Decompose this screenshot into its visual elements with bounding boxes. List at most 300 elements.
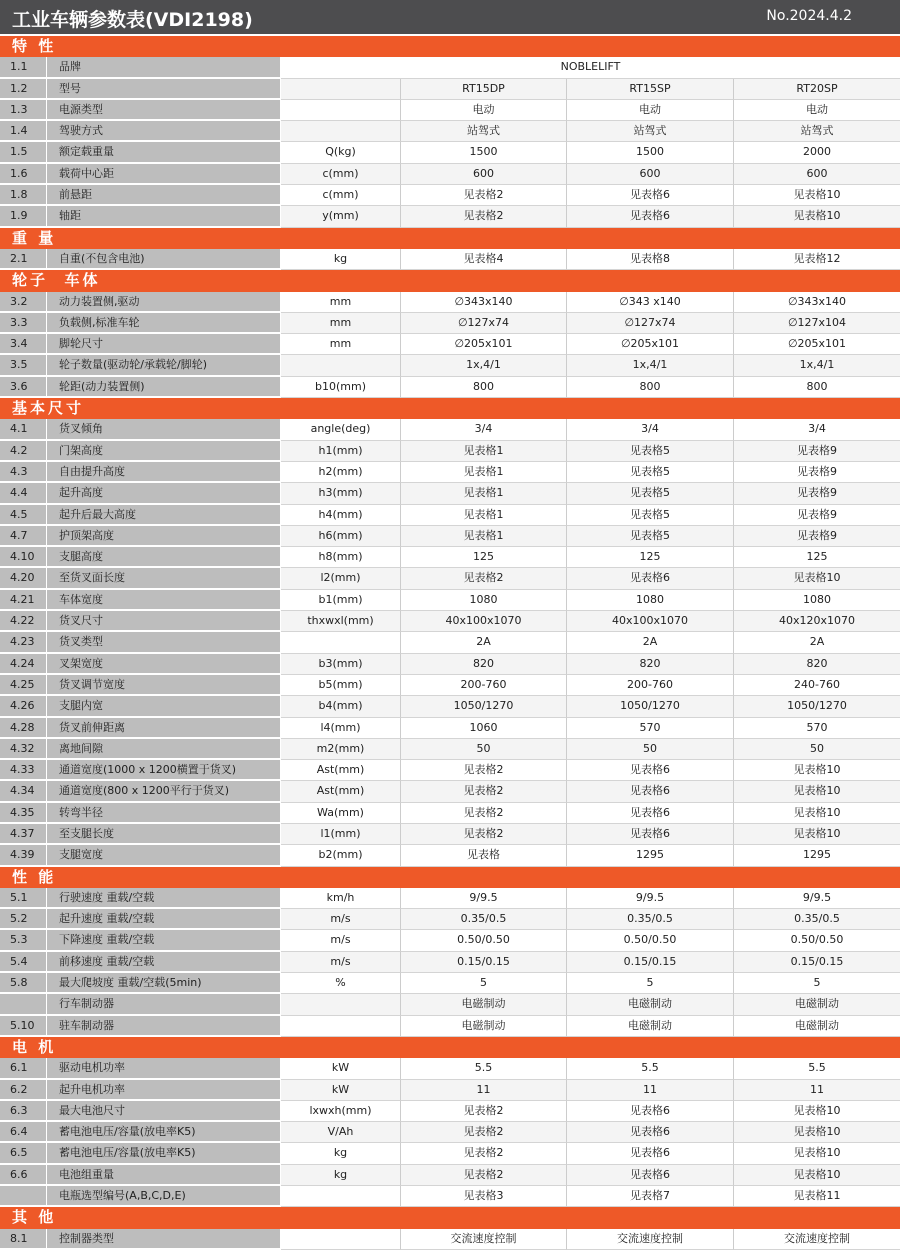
row-number — [0, 1186, 46, 1206]
value-rt15dp: 2A — [401, 632, 567, 653]
row-unit: h8(mm) — [281, 547, 401, 568]
table-row — [0, 1165, 900, 1186]
value-rt15dp: 1500 — [401, 142, 567, 163]
spec-table — [0, 36, 900, 1250]
value-rt15sp: ∅205x101 — [567, 334, 734, 355]
table-row — [0, 590, 900, 611]
row-number: 2.1 — [0, 249, 46, 269]
row-unit: b10(mm) — [281, 377, 401, 398]
row-number: 5.4 — [0, 952, 46, 972]
value-rt20sp: 见表格9 — [734, 462, 900, 483]
row-number: 4.2 — [0, 441, 46, 461]
row-unit: b4(mm) — [281, 696, 401, 717]
row-number: 6.6 — [0, 1165, 46, 1185]
row-label: 脚轮尺寸 — [47, 334, 280, 354]
row-label: 品牌 — [47, 57, 280, 77]
value-rt15sp: 见表格5 — [567, 441, 734, 462]
table-row — [0, 249, 900, 270]
value-rt20sp: 见表格10 — [734, 1165, 900, 1186]
value-rt15sp: 见表格5 — [567, 505, 734, 526]
table-row — [0, 206, 900, 227]
table-row — [0, 419, 900, 440]
value-rt15dp: 电磁制动 — [401, 1016, 567, 1037]
row-number: 8.1 — [0, 1229, 46, 1249]
row-number: 3.6 — [0, 377, 46, 397]
table-row — [0, 1016, 900, 1037]
row-unit: angle(deg) — [281, 419, 401, 440]
row-unit: km/h — [281, 888, 401, 909]
value-rt15dp: 见表格2 — [401, 1143, 567, 1164]
value-rt15dp: RT15DP — [401, 79, 567, 100]
value-rt15sp: 见表格5 — [567, 526, 734, 547]
row-label: 起升速度 重载/空载 — [47, 909, 280, 929]
value-rt15dp: 见表格1 — [401, 441, 567, 462]
value-rt20sp: ∅205x101 — [734, 334, 900, 355]
value-rt20sp: 见表格9 — [734, 505, 900, 526]
row-unit: % — [281, 973, 401, 994]
row-number: 1.5 — [0, 142, 46, 162]
section-header: 性 能 — [0, 867, 900, 888]
row-number: 3.4 — [0, 334, 46, 354]
value-rt15dp: 见表格2 — [401, 185, 567, 206]
value-rt20sp: 见表格10 — [734, 185, 900, 206]
row-unit — [281, 79, 401, 100]
value-rt20sp: ∅343x140 — [734, 292, 900, 313]
row-unit: kg — [281, 249, 401, 270]
row-unit — [281, 1229, 401, 1250]
row-number: 4.4 — [0, 483, 46, 503]
value-rt15dp: 电磁制动 — [401, 994, 567, 1015]
table-row — [0, 718, 900, 739]
value-rt15dp: 见表格2 — [401, 803, 567, 824]
value-rt15sp: 见表格6 — [567, 824, 734, 845]
value-rt20sp: 见表格10 — [734, 824, 900, 845]
row-label: 轮子数量(驱动轮/承载轮/脚轮) — [47, 355, 280, 375]
section-header: 其 他 — [0, 1207, 900, 1228]
value-rt20sp: 0.50/0.50 — [734, 930, 900, 951]
value-rt20sp: 交流速度控制 — [734, 1229, 900, 1250]
value-rt15dp: 1x,4/1 — [401, 355, 567, 376]
table-row — [0, 462, 900, 483]
table-row — [0, 334, 900, 355]
row-label: 电池组重量 — [47, 1165, 280, 1185]
value-rt15sp: ∅343 x140 — [567, 292, 734, 313]
row-number: 5.8 — [0, 973, 46, 993]
value-rt20sp: 见表格10 — [734, 206, 900, 227]
table-row — [0, 973, 900, 994]
value-rt15sp: ∅127x74 — [567, 313, 734, 334]
row-number: 4.32 — [0, 739, 46, 759]
row-unit: V/Ah — [281, 1122, 401, 1143]
value-rt15sp: 9/9.5 — [567, 888, 734, 909]
table-row — [0, 1229, 900, 1250]
value-rt15dp: 50 — [401, 739, 567, 760]
row-label: 自重(不包含电池) — [47, 249, 280, 269]
row-label: 电瓶选型编号(A,B,C,D,E) — [47, 1186, 280, 1206]
value-rt15sp: 1x,4/1 — [567, 355, 734, 376]
value-rt15sp: 见表格6 — [567, 1122, 734, 1143]
row-number: 4.28 — [0, 718, 46, 738]
value-rt20sp: 见表格10 — [734, 781, 900, 802]
row-number: 4.26 — [0, 696, 46, 716]
row-label: 车体宽度 — [47, 590, 280, 610]
row-number: 5.1 — [0, 888, 46, 908]
value-rt15sp: 见表格5 — [567, 462, 734, 483]
row-unit: h4(mm) — [281, 505, 401, 526]
row-unit: kg — [281, 1143, 401, 1164]
value-rt20sp: 50 — [734, 739, 900, 760]
row-number: 1.4 — [0, 121, 46, 141]
value-rt15sp: 0.15/0.15 — [567, 952, 734, 973]
value-rt15dp: 见表格2 — [401, 568, 567, 589]
value-rt20sp: 125 — [734, 547, 900, 568]
value-rt15sp: 1295 — [567, 845, 734, 866]
row-unit: c(mm) — [281, 164, 401, 185]
value-rt15dp: ∅205x101 — [401, 334, 567, 355]
value-rt20sp: 40x120x1070 — [734, 611, 900, 632]
value-rt15dp: 0.50/0.50 — [401, 930, 567, 951]
row-number: 4.23 — [0, 632, 46, 652]
value-rt15sp: 1500 — [567, 142, 734, 163]
table-row — [0, 483, 900, 504]
table-row — [0, 930, 900, 951]
row-label: 行车制动器 — [47, 994, 280, 1014]
row-unit: m/s — [281, 952, 401, 973]
row-unit: Ast(mm) — [281, 781, 401, 802]
table-row — [0, 739, 900, 760]
value-rt15sp: 见表格6 — [567, 760, 734, 781]
row-label: 通道宽度(800 x 1200平行于货叉) — [47, 781, 280, 801]
value-rt15sp: 600 — [567, 164, 734, 185]
row-number: 1.9 — [0, 206, 46, 226]
row-label: 护顶架高度 — [47, 526, 280, 546]
value-rt15dp: 见表格4 — [401, 249, 567, 270]
document-number: No.2024.4.2 — [766, 8, 852, 24]
value-rt20sp: 见表格10 — [734, 568, 900, 589]
value-rt20sp: 站驾式 — [734, 121, 900, 142]
table-row — [0, 1080, 900, 1101]
value-rt15sp: 1080 — [567, 590, 734, 611]
value-rt15sp: 电磁制动 — [567, 1016, 734, 1037]
row-label: 驱动电机功率 — [47, 1058, 280, 1078]
row-number: 4.37 — [0, 824, 46, 844]
row-number: 4.1 — [0, 419, 46, 439]
row-label: 控制器类型 — [47, 1229, 280, 1249]
row-label: 载荷中心距 — [47, 164, 280, 184]
row-label: 下降速度 重载/空载 — [47, 930, 280, 950]
value-rt20sp: 1080 — [734, 590, 900, 611]
section-header: 电 机 — [0, 1037, 900, 1058]
value-rt15sp: RT15SP — [567, 79, 734, 100]
row-label: 货叉前伸距离 — [47, 718, 280, 738]
value-rt15dp: 见表格1 — [401, 526, 567, 547]
row-unit: l1(mm) — [281, 824, 401, 845]
row-label: 最大电池尺寸 — [47, 1101, 280, 1121]
value-rt20sp: 见表格12 — [734, 249, 900, 270]
row-label: 支腿宽度 — [47, 845, 280, 865]
row-number: 1.6 — [0, 164, 46, 184]
value-rt15dp: 见表格2 — [401, 824, 567, 845]
row-number: 6.5 — [0, 1143, 46, 1163]
table-row — [0, 1122, 900, 1143]
table-row — [0, 355, 900, 376]
row-label: 支腿内宽 — [47, 696, 280, 716]
table-row — [0, 675, 900, 696]
value-rt20sp: 见表格10 — [734, 1101, 900, 1122]
value-rt20sp: 9/9.5 — [734, 888, 900, 909]
table-row — [0, 185, 900, 206]
value-rt15dp: 站驾式 — [401, 121, 567, 142]
value-rt15sp: 50 — [567, 739, 734, 760]
value-rt15dp: 200-760 — [401, 675, 567, 696]
value-rt15dp: 见表格2 — [401, 1101, 567, 1122]
row-number: 6.4 — [0, 1122, 46, 1142]
row-number: 6.1 — [0, 1058, 46, 1078]
value-rt20sp: 1050/1270 — [734, 696, 900, 717]
row-number: 1.2 — [0, 79, 46, 99]
page-header — [0, 0, 900, 34]
value-rt15sp: 站驾式 — [567, 121, 734, 142]
value-rt20sp: 电动 — [734, 100, 900, 121]
value-rt20sp: 2A — [734, 632, 900, 653]
value-rt20sp: 电磁制动 — [734, 1016, 900, 1037]
row-number: 4.7 — [0, 526, 46, 546]
row-label: 驻车制动器 — [47, 1016, 280, 1036]
value-rt15dp: 1060 — [401, 718, 567, 739]
value-rt15sp: 见表格6 — [567, 803, 734, 824]
row-unit — [281, 1016, 401, 1037]
row-number: 4.25 — [0, 675, 46, 695]
value-rt15sp: 见表格6 — [567, 1165, 734, 1186]
row-label: 最大爬坡度 重载/空载(5min) — [47, 973, 280, 993]
row-number: 3.5 — [0, 355, 46, 375]
table-row — [0, 824, 900, 845]
value-rt15dp: ∅343x140 — [401, 292, 567, 313]
value-rt15dp: 1050/1270 — [401, 696, 567, 717]
row-number: 4.34 — [0, 781, 46, 801]
table-row — [0, 1101, 900, 1122]
row-number: 4.33 — [0, 760, 46, 780]
value-rt15dp: 3/4 — [401, 419, 567, 440]
value-rt15dp: 见表格 — [401, 845, 567, 866]
row-unit: l2(mm) — [281, 568, 401, 589]
value-rt15sp: 交流速度控制 — [567, 1229, 734, 1250]
value-rt15dp: 0.15/0.15 — [401, 952, 567, 973]
value-rt15dp: 电动 — [401, 100, 567, 121]
row-number: 4.10 — [0, 547, 46, 567]
row-number: 4.21 — [0, 590, 46, 610]
value-rt20sp: 1x,4/1 — [734, 355, 900, 376]
value-rt15dp: 1080 — [401, 590, 567, 611]
value-rt15sp: 2A — [567, 632, 734, 653]
value-rt15sp: 0.35/0.5 — [567, 909, 734, 930]
row-number: 4.39 — [0, 845, 46, 865]
row-label: 叉架宽度 — [47, 654, 280, 674]
table-row — [0, 505, 900, 526]
value-rt15sp: 125 — [567, 547, 734, 568]
row-label: 支腿高度 — [47, 547, 280, 567]
value-rt15dp: 0.35/0.5 — [401, 909, 567, 930]
value-rt20sp: 见表格10 — [734, 760, 900, 781]
row-label: 额定载重量 — [47, 142, 280, 162]
row-label: 至支腿长度 — [47, 824, 280, 844]
value-rt15dp: 见表格2 — [401, 1122, 567, 1143]
value-rt20sp: 见表格10 — [734, 1143, 900, 1164]
table-row — [0, 760, 900, 781]
row-label: 货叉尺寸 — [47, 611, 280, 631]
row-unit: m2(mm) — [281, 739, 401, 760]
row-unit: b3(mm) — [281, 654, 401, 675]
value-rt15sp: 电磁制动 — [567, 994, 734, 1015]
row-label: 门架高度 — [47, 441, 280, 461]
row-label: 至货叉面长度 — [47, 568, 280, 588]
row-unit — [281, 121, 401, 142]
section-header: 重 量 — [0, 228, 900, 249]
table-row — [0, 57, 900, 78]
section-header: 轮子 车体 — [0, 270, 900, 291]
table-row — [0, 547, 900, 568]
row-unit: Wa(mm) — [281, 803, 401, 824]
row-label: 型号 — [47, 79, 280, 99]
row-unit: h6(mm) — [281, 526, 401, 547]
row-number: 4.35 — [0, 803, 46, 823]
row-unit: mm — [281, 292, 401, 313]
row-unit — [281, 355, 401, 376]
table-row — [0, 696, 900, 717]
table-row — [0, 164, 900, 185]
row-label: 驾驶方式 — [47, 121, 280, 141]
row-label: 蓄电池电压/容量(放电率K5) — [47, 1122, 280, 1142]
row-number: 3.3 — [0, 313, 46, 333]
table-row — [0, 1143, 900, 1164]
table-row — [0, 654, 900, 675]
value-rt20sp: 见表格9 — [734, 483, 900, 504]
row-unit — [281, 100, 401, 121]
value-rt15sp: 5.5 — [567, 1058, 734, 1079]
row-label: 自由提升高度 — [47, 462, 280, 482]
section-header: 基本尺寸 — [0, 398, 900, 419]
row-unit: h2(mm) — [281, 462, 401, 483]
row-label: 前移速度 重载/空载 — [47, 952, 280, 972]
row-label: 蓄电池电压/容量(放电率K5) — [47, 1143, 280, 1163]
table-row — [0, 994, 900, 1015]
value-rt20sp: ∅127x104 — [734, 313, 900, 334]
table-row — [0, 611, 900, 632]
table-row — [0, 909, 900, 930]
row-unit: kW — [281, 1058, 401, 1079]
row-number: 3.2 — [0, 292, 46, 312]
row-label: 转弯半径 — [47, 803, 280, 823]
row-unit: mm — [281, 313, 401, 334]
row-label: 动力装置侧,驱动 — [47, 292, 280, 312]
row-number — [0, 994, 46, 1014]
table-row — [0, 441, 900, 462]
row-unit: m/s — [281, 930, 401, 951]
row-label: 起升高度 — [47, 483, 280, 503]
value-rt15dp: 见表格2 — [401, 781, 567, 802]
value-rt15sp: 见表格7 — [567, 1186, 734, 1207]
row-unit: kW — [281, 1080, 401, 1101]
value-rt15dp: 820 — [401, 654, 567, 675]
value-rt20sp: 1295 — [734, 845, 900, 866]
value-rt15dp: 11 — [401, 1080, 567, 1101]
row-label: 货叉倾角 — [47, 419, 280, 439]
row-number: 4.20 — [0, 568, 46, 588]
row-label: 轴距 — [47, 206, 280, 226]
row-number: 4.22 — [0, 611, 46, 631]
row-unit: thxwxl(mm) — [281, 611, 401, 632]
value-rt15sp: 200-760 — [567, 675, 734, 696]
value-rt20sp: 见表格10 — [734, 1122, 900, 1143]
value-rt15dp: 见表格2 — [401, 206, 567, 227]
row-unit: Q(kg) — [281, 142, 401, 163]
value-rt20sp: 0.35/0.5 — [734, 909, 900, 930]
row-unit: h3(mm) — [281, 483, 401, 504]
row-unit: kg — [281, 1165, 401, 1186]
row-label: 起升后最大高度 — [47, 505, 280, 525]
row-label: 离地间隙 — [47, 739, 280, 759]
value-rt20sp: 5 — [734, 973, 900, 994]
row-label: 前悬距 — [47, 185, 280, 205]
row-label: 通道宽度(1000 x 1200横置于货叉) — [47, 760, 280, 780]
value-rt20sp: 240-760 — [734, 675, 900, 696]
value-rt20sp: 见表格10 — [734, 803, 900, 824]
value-rt15sp: 见表格6 — [567, 568, 734, 589]
value-rt20sp: 见表格9 — [734, 526, 900, 547]
value-rt15dp: 见表格1 — [401, 462, 567, 483]
row-unit — [281, 632, 401, 653]
value-rt15dp: ∅127x74 — [401, 313, 567, 334]
table-row — [0, 377, 900, 398]
value-rt15dp: 40x100x1070 — [401, 611, 567, 632]
value-rt15dp: 9/9.5 — [401, 888, 567, 909]
value-rt15dp: 见表格1 — [401, 483, 567, 504]
row-value-merged: NOBLELIFT — [281, 57, 900, 78]
value-rt20sp: 800 — [734, 377, 900, 398]
value-rt20sp: 5.5 — [734, 1058, 900, 1079]
row-number: 5.2 — [0, 909, 46, 929]
row-number: 5.3 — [0, 930, 46, 950]
row-label: 轮距(动力装置侧) — [47, 377, 280, 397]
value-rt15sp: 见表格6 — [567, 185, 734, 206]
value-rt15sp: 0.50/0.50 — [567, 930, 734, 951]
row-unit — [281, 994, 401, 1015]
table-row — [0, 632, 900, 653]
table-row — [0, 888, 900, 909]
page-title: 工业车辆参数表(VDI2198) — [12, 9, 253, 31]
value-rt15sp: 40x100x1070 — [567, 611, 734, 632]
row-unit — [281, 1186, 401, 1207]
value-rt15sp: 570 — [567, 718, 734, 739]
value-rt20sp: 820 — [734, 654, 900, 675]
value-rt15sp: 见表格6 — [567, 781, 734, 802]
value-rt15dp: 125 — [401, 547, 567, 568]
value-rt15dp: 见表格2 — [401, 760, 567, 781]
value-rt15sp: 1050/1270 — [567, 696, 734, 717]
row-number: 1.1 — [0, 57, 46, 77]
value-rt15sp: 见表格8 — [567, 249, 734, 270]
value-rt20sp: 0.15/0.15 — [734, 952, 900, 973]
row-unit: b1(mm) — [281, 590, 401, 611]
value-rt15sp: 电动 — [567, 100, 734, 121]
table-row — [0, 100, 900, 121]
table-row — [0, 1186, 900, 1207]
row-label: 负载侧,标准车轮 — [47, 313, 280, 333]
row-label: 行驶速度 重载/空载 — [47, 888, 280, 908]
table-row — [0, 803, 900, 824]
value-rt20sp: RT20SP — [734, 79, 900, 100]
row-unit: l4(mm) — [281, 718, 401, 739]
